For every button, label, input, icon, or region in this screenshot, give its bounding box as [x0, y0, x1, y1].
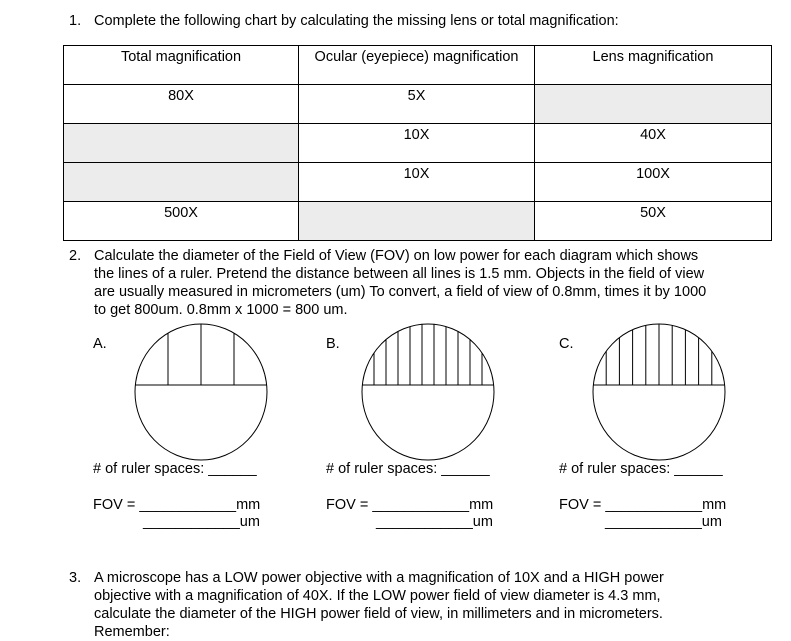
table-row	[64, 85, 772, 124]
question-2-number: 2.	[69, 248, 82, 264]
question-3-line: Remember:	[94, 624, 170, 640]
fov-circle	[362, 324, 494, 460]
magnification-table	[63, 45, 772, 241]
question-1-number: 1.	[69, 13, 82, 29]
fov-um-field-a[interactable]: ____________um	[143, 514, 260, 530]
answer-cell[interactable]	[299, 202, 535, 241]
fov-mm-field-b[interactable]: FOV = ____________mm	[326, 497, 494, 513]
answer-cell[interactable]	[535, 85, 772, 124]
fov-diagram-a	[134, 323, 270, 463]
fov-mm-field-a[interactable]: FOV = ____________mm	[93, 497, 261, 513]
table-cell: 10X	[299, 163, 535, 202]
answer-cell[interactable]	[64, 163, 299, 202]
ruler-spaces-field-c[interactable]: # of ruler spaces: ______	[559, 461, 723, 477]
table-cell: 10X	[299, 124, 535, 163]
question-2-block	[69, 247, 769, 319]
table-row	[64, 124, 772, 163]
question-1-text: Complete the following chart by calculating the missing lens or total magnification:	[94, 13, 619, 29]
question-1-heading	[69, 12, 619, 30]
diagram-a-label: A.	[93, 336, 107, 352]
fov-mm-field-c[interactable]: FOV = ____________mm	[559, 497, 727, 513]
header-total-magnification: Total magnification	[64, 46, 299, 85]
question-2-line: are usually measured in micrometers (um) To convert, a field of view of 0.8mm, times it by 1000	[94, 284, 707, 300]
question-3-line: A microscope has a LOW power objective with a magnification of 10X and a HIGH power	[94, 570, 664, 586]
table-cell: 100X	[535, 163, 772, 202]
question-3-block	[69, 569, 769, 641]
table-row	[64, 202, 772, 241]
table-cell: 5X	[299, 85, 535, 124]
question-3-line: calculate the diameter of the HIGH power field of view, in millimeters and in micrometers.	[94, 606, 663, 622]
table-cell: 50X	[535, 202, 772, 241]
diagram-c-label: C.	[559, 336, 574, 352]
question-2-line: Calculate the diameter of the Field of View (FOV) on low power for each diagram which shows	[94, 248, 699, 264]
ruler-spaces-field-a[interactable]: # of ruler spaces: ______	[93, 461, 257, 477]
answer-cell[interactable]	[64, 124, 299, 163]
table-cell: 80X	[64, 85, 299, 124]
fov-diagram-c	[592, 323, 728, 463]
table-row	[64, 163, 772, 202]
table-cell: 500X	[64, 202, 299, 241]
header-ocular-magnification: Ocular (eyepiece) magnification	[299, 46, 535, 85]
table-header-row	[64, 46, 772, 85]
fov-um-field-c[interactable]: ____________um	[605, 514, 722, 530]
question-3-line: objective with a magnification of 40X. If the LOW power field of view diameter is 4.3 mm,	[94, 588, 661, 604]
ruler-spaces-field-b[interactable]: # of ruler spaces: ______	[326, 461, 490, 477]
header-lens-magnification: Lens magnification	[535, 46, 772, 85]
question-3-number: 3.	[69, 570, 82, 586]
fov-um-field-b[interactable]: ____________um	[376, 514, 493, 530]
table-cell: 40X	[535, 124, 772, 163]
question-2-line: to get 800um. 0.8mm x 1000 = 800 um.	[94, 302, 348, 318]
question-2-line: the lines of a ruler. Pretend the distance between all lines is 1.5 mm. Objects in the field of view	[94, 266, 705, 282]
fov-diagram-b	[361, 323, 497, 463]
diagram-b-label: B.	[326, 336, 340, 352]
